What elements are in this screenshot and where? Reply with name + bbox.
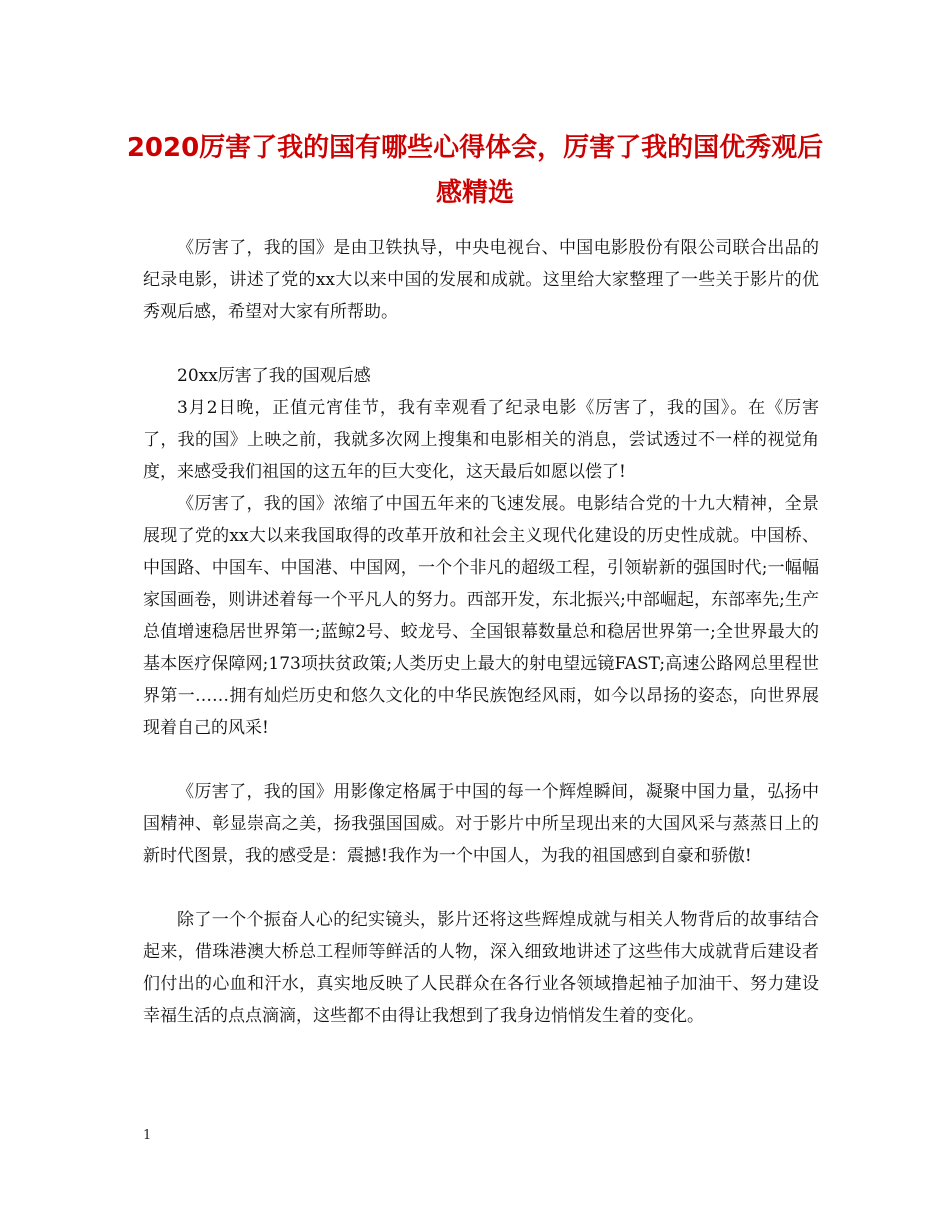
paragraph-feelings: 《厉害了，我的国》用影像定格属于中国的每一个辉煌瞬间，凝聚中国力量，弘扬中国精神、彰显崇高之美，扬我强国国威。对于影片中所呈现出来的大国风采与蒸蒸日上的新时代图景，我的感受是：震撼!我作为一个中国人，为我的祖国感到自豪和骄傲! — [143, 782, 819, 866]
paragraph-achievements: 《厉害了，我的国》浓缩了中国五年来的飞速发展。电影结合党的十九大精神，全景展现了党的xx大以来我国取得的改革开放和社会主义现代化建设的历史性成就。中国桥、中国路、中国车、中国港、中国网，一个个非凡的超级工程，引领崭新的强国时代;一幅幅家国画卷，则讲述着每一个平凡人的努力。西部开发，东北振兴;中部崛起，东部率先;生产总值增速稳居世界第一;蓝鲸2号、蛟龙号、全国银幕数量总和稳居世界第一;全世界最大的基本医疗保障网;173项扶贫政策;人类历史上最大的射电望远镜FAST;高速公路网总里程世界第一……拥有灿烂历史和悠久文化的中华民族饱经风雨，如今以昂扬的姿态，向世界展现着自己的风采! — [143, 494, 819, 738]
paragraph-intro: 《厉害了，我的国》是由卫铁执导，中央电视台、中国电影股份有限公司联合出品的纪录电影，讲述了党的xx大以来中国的发展和成就。这里给大家整理了一些关于影片的优秀观后感，希望对大家有所帮助。 — [143, 238, 819, 322]
paragraph-viewing: 3月2日晚，正值元宵佳节，我有幸观看了纪录电影《厉害了，我的国》。在《厉害了，我的国》上映之前，我就多次网上搜集和电影相关的消息，尝试透过不一样的视觉角度，来感受我们祖国的这五年的巨大变化，这天最后如愿以偿了! — [143, 398, 819, 482]
page-number: 1 — [143, 1128, 152, 1143]
document-title-line-2: 感精选 — [435, 178, 514, 208]
paragraph-stories: 除了一个个振奋人心的纪实镜头，影片还将这些辉煌成就与相关人物背后的故事结合起来，借珠港澳大桥总工程师等鲜活的人物，深入细致地讲述了这些伟大成就背后建设者们付出的心血和汗水，真实地反映了人民群众在各行业各领域撸起袖子加油干、努力建设幸福生活的点点滴滴，这些都不由得让我想到了我身边悄悄发生着的变化。 — [143, 910, 819, 1026]
document-title-line-1: 2020厉害了我的国有哪些心得体会，厉害了我的国优秀观后 — [126, 133, 824, 163]
paragraph-subheading: 20xx厉害了我的国观后感 — [177, 366, 371, 386]
